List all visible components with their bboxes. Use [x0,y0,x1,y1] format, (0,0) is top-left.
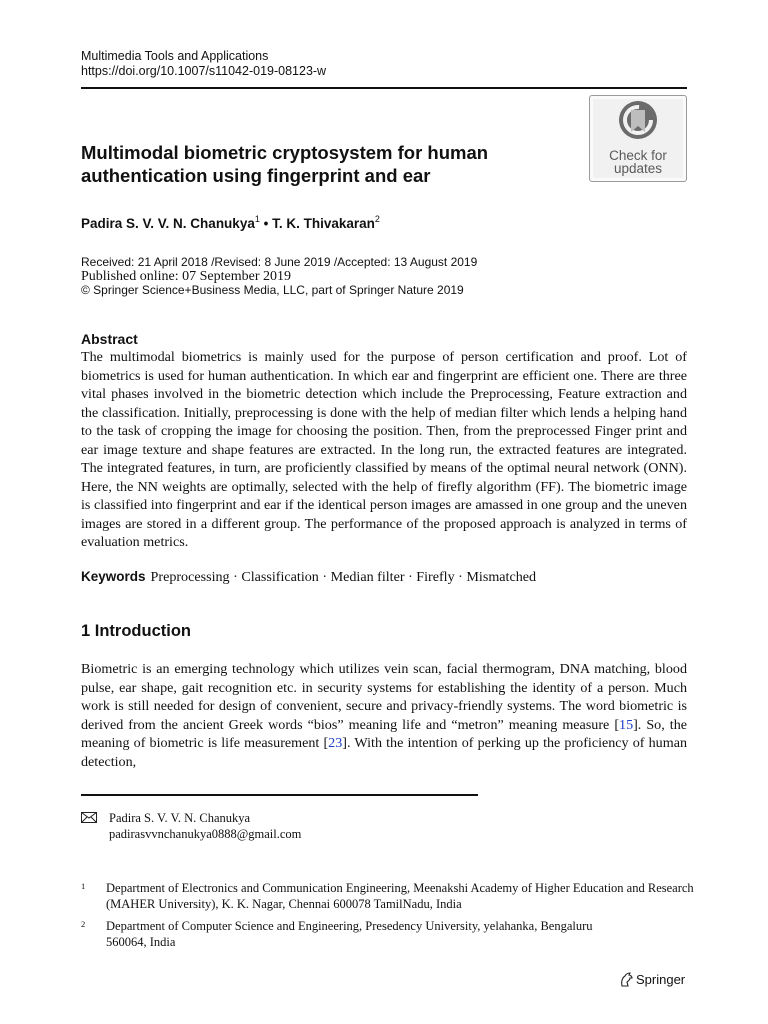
citation-link[interactable]: 15 [619,716,634,733]
footnote-rule [81,794,478,796]
publisher-name: Springer [636,972,686,987]
springer-horse-icon [619,972,634,987]
envelope-icon [81,812,97,823]
author-separator: • [259,216,273,231]
abstract-text: The multimodal biometrics is mainly used for the purpose of person certification and proof. Lot of biometrics is used for human authentication. In which ear and fingerprint are efficient one. There are three vital phases involved in the biometric detection which include the Preprocessing, Feature extraction and the classification. Initially, preprocessing is done with the help of median filter which lends a helping hand to the task of cropping the image for choosing the position. Then, from the preprocessed Finger print and ear image texture and shape features are extracted. In the long run, the extracted features are integrated. The integrated features, in turn, are proficiently classified by means of the optimal neural network (ONN). Here, the NN weights are optimally, selected with the help of firefly algorithm (FF). The biometric image is classified into fingerprint and ear if the identical person images are amassed in one group and the uneven images are stored in a different group. The performance of the proposed approach is analyzed in terms of evaluation metrics. [81,349,687,550]
author-1[interactable]: Padira S. V. V. N. Chanukya [81,216,255,231]
intro-text-1: Biometric is an emerging technology which utilizes vein scan, facial thermogram, DNA matching, blood pulse, ear shape, gait recognition etc. in security systems for establishing the identity of a person. Much work is still needed for design of convenient, secure and privacy-friendly systems. The word biometric is derived from the ancient Greek words “bios” meaning life and “metron” meaning measure [ [81,661,687,733]
doi-link[interactable]: https://doi.org/10.1007/s11042-019-08123-w [81,64,327,78]
keywords-list: Preprocessing · Classification · Median filter · Firefly · Mismatched [150,569,537,585]
affiliation-2-number: 2 [81,919,86,929]
author-list [81,214,380,231]
journal-name: Multimedia Tools and Applications [81,49,269,63]
springer-logo [619,972,685,987]
article-dates: Received: 21 April 2018 /Revised: 8 June 2019 /Accepted: 13 August 2019 [81,255,478,269]
intro-text-2: ]. So, the meaning of biometric is life measurement [ [81,716,687,751]
published-date: Published online: 07 September 2019 [81,269,291,284]
corresponding-email[interactable]: padirasvvnchanukya0888@gmail.com [109,827,302,841]
author-2-affil: 2 [374,214,380,224]
affiliation-1-text: Department of Electronics and Communication Engineering, Meenakshi Academy of Higher Education and Research (MAHER University), K. K. Nagar, Chennai 600078 TamilNadu, India [106,881,694,911]
header-rule [81,87,687,89]
badge-line1: Check for [609,148,667,163]
abstract-heading: Abstract [81,331,138,347]
introduction-paragraph [81,660,687,771]
check-for-updates-icon [618,100,658,144]
journal-header [81,49,326,79]
citation-link[interactable]: 23 [328,735,343,751]
section-heading: 1 Introduction [81,622,191,640]
affiliation-1 [81,880,696,914]
author-1-affil: 1 [254,214,260,224]
affiliation-1-number: 1 [81,881,86,891]
title-line-1: Multimodal biometric cryptosystem for human [81,142,489,163]
article-title [81,141,581,187]
author-2[interactable]: T. K. Thivakaran [272,216,375,231]
check-for-updates-badge[interactable] [589,95,687,182]
intro-text-3: ]. With the intention of perking up the proficiency of human detection, [81,735,687,770]
affiliation-2 [81,918,696,952]
affiliation-2-text: Department of Computer Science and Engineering, Presedency University, yelahanka, Bengaluru 560064, India [106,919,593,949]
copyright: © Springer Science+Business Media, LLC, part of Springer Nature 2019 [81,283,464,297]
title-line-2: authentication using fingerprint and ear [81,165,431,186]
badge-line2: updates [613,161,663,176]
keywords-label: Keywords [81,569,146,584]
corresponding-author [81,810,481,844]
keywords [81,569,536,586]
corresponding-name: Padira S. V. V. N. Chanukya [109,811,251,825]
